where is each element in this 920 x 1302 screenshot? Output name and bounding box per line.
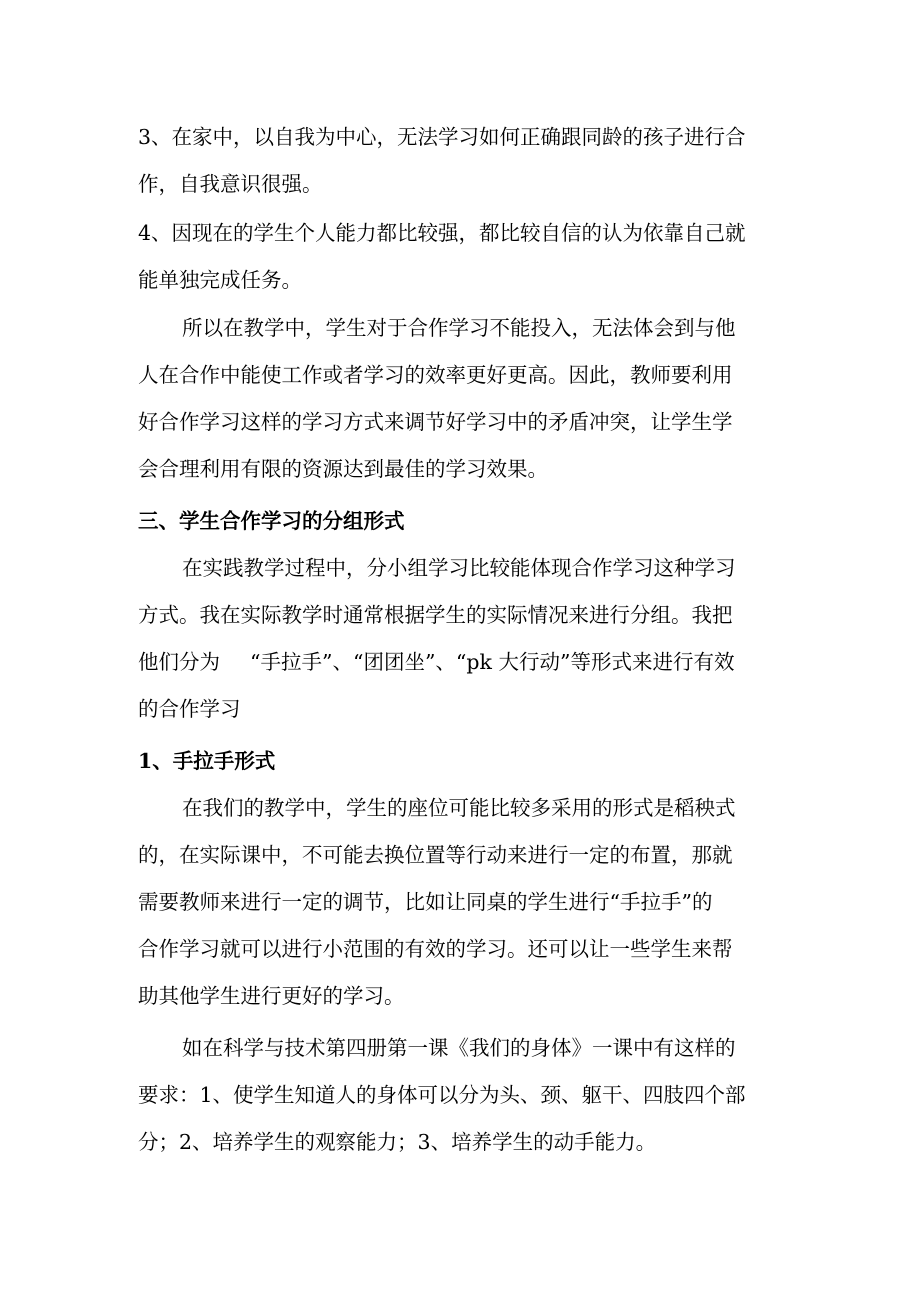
text-line: 需要教师来进行一定的调节，比如让同桌的学生进行“手拉手”的 <box>138 890 713 914</box>
text-line: 4、因现在的学生个人能力都比较强，都比较自信的认为依靠自己就 <box>138 221 746 245</box>
text-line: 合作学习就可以进行小范围的有效的学习。还可以让一些学生来帮 <box>138 937 733 961</box>
text-line: 的合作学习 <box>138 697 241 721</box>
paragraph-2 <box>138 545 786 733</box>
subsection-heading <box>138 738 786 785</box>
text-line: 助其他学生进行更好的学习。 <box>138 984 405 1008</box>
text-line: 在实践教学过程中，分小组学习比较能体现合作学习这种学习 <box>182 556 736 580</box>
text-line: 在我们的教学中，学生的座位可能比较多采用的形式是稻秧式 <box>182 796 736 820</box>
paragraph-3 <box>138 785 786 1020</box>
text-line <box>138 639 786 686</box>
text-line: 如在科学与技术第四册第一课《我们的身体》一课中有这样的 <box>182 1036 736 1060</box>
text-line: 会合理利用有限的资源达到最佳的学习效果。 <box>138 457 548 481</box>
text-line: 3、在家中，以自我为中心，无法学习如何正确跟同龄的孩子进行合 <box>138 125 746 149</box>
heading-text: 1、手拉手形式 <box>138 749 276 773</box>
text-line: 人在合作中能使工作或者学习的效率更好更高。因此，教师要利用 <box>138 363 733 387</box>
paragraph-4 <box>138 1025 786 1166</box>
text-line: 的，在实际课中，不可能去换位置等行动来进行一定的布置，那就 <box>138 843 733 867</box>
text-line: 能单独完成任务。 <box>138 268 302 292</box>
list-item-3 <box>138 114 786 208</box>
section-heading <box>138 498 786 545</box>
text-segment: 他们分为 <box>138 650 220 674</box>
text-line: 要求：1、使学生知道人的身体可以分为头、颈、躯干、四肢四个部 <box>138 1083 746 1107</box>
list-item-4 <box>138 210 786 304</box>
text-line: 所以在教学中，学生对于合作学习不能投入，无法体会到与他 <box>182 316 736 340</box>
text-segment: “手拉手”、“团团坐”、“pk 大行动”等形式来进行有效 <box>250 650 735 674</box>
text-line: 方式。我在实际教学时通常根据学生的实际情况来进行分组。我把 <box>138 603 733 627</box>
text-line: 好合作学习这样的学习方式来调节好学习中的矛盾冲突，让学生学 <box>138 410 733 434</box>
text-line: 作，自我意识很强。 <box>138 172 323 196</box>
heading-text: 三、学生合作学习的分组形式 <box>138 509 405 533</box>
paragraph-1 <box>138 305 786 493</box>
text-line: 分；2、培养学生的观察能力；3、培养学生的动手能力。 <box>138 1130 657 1154</box>
